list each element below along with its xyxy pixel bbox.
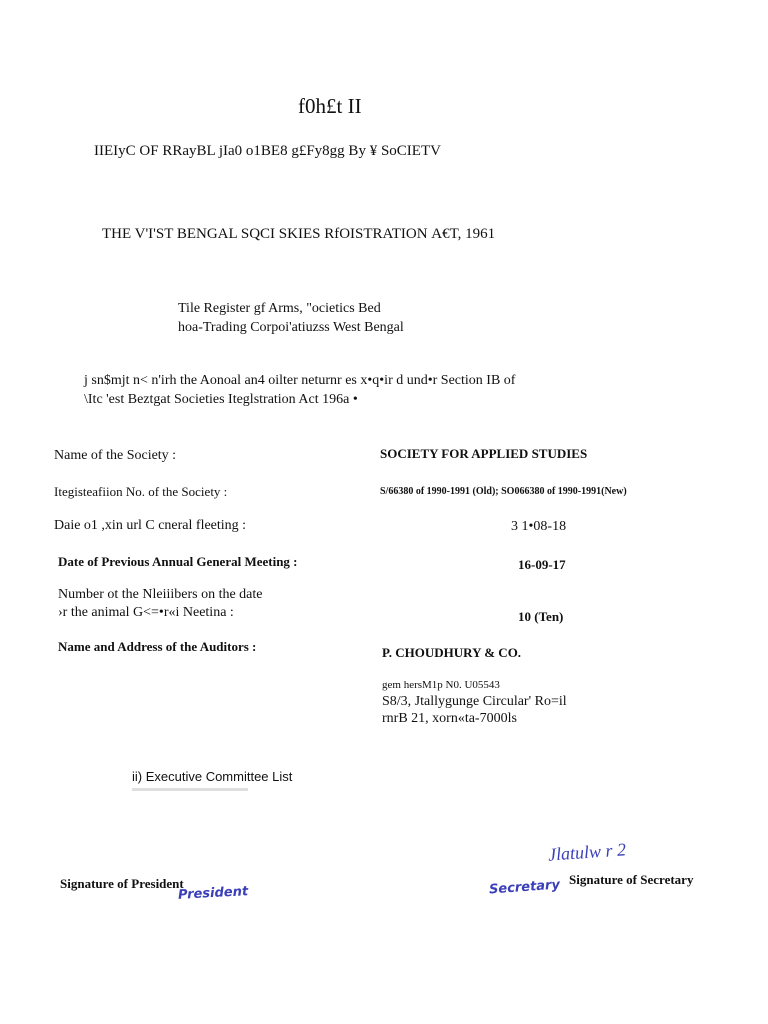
secretary-signature-scribble: Jlatulw r 2	[547, 839, 627, 865]
previous-meeting-value: 16-09-17	[518, 557, 566, 572]
form-subtitle: IIEIyC OF RRayBL jIa0 o1BE8 g£Fy8gg By ¥ SoCIETV	[94, 143, 441, 159]
intro-line-2: \Itc 'est Beztgat Societies Iteglstration Act 196a •	[84, 392, 358, 407]
secretary-signature-label: Signature of Secretary	[569, 872, 694, 887]
intro-line-1: j sn$mjt n< n'irh the Aonoal an4 oilter neturnr es x•q•ir d und•r Section IB of	[84, 373, 516, 388]
society-name-value: SOCIETY FOR APPLIED STUDIES	[380, 446, 588, 461]
members-label-line-2: ›r the animal G<=•r«i Neetina :	[58, 605, 234, 620]
auditor-address-line-1: S8/3, Jtallygunge Circular' Ro=il	[382, 694, 567, 709]
registration-label: Itegisteafiion No. of the Society :	[54, 484, 228, 499]
secretary-stamp: Secretary	[488, 877, 561, 898]
meeting-date-value: 3 1•08-18	[511, 519, 567, 534]
committee-list-label: ii) Executive Committee List	[132, 769, 293, 784]
faded-text-line	[132, 788, 248, 791]
president-signature-label: Signature of President	[60, 876, 184, 891]
members-value: 10 (Ten)	[518, 609, 564, 624]
recipient-line-2: hoa-Trading Corpoi'atiuzss West Bengal	[178, 320, 404, 335]
president-stamp: President	[177, 884, 249, 903]
auditors-label: Name and Address of the Auditors :	[58, 639, 257, 654]
page-title: f0h£t II	[298, 94, 362, 118]
auditor-address-line-2: rnrB 21, xorn«ta-7000ls	[382, 711, 517, 726]
members-label-line-1: Number ot the Nleiiibers on the date	[58, 587, 263, 602]
auditor-membership: gem hersM1p N0. U05543	[382, 679, 500, 691]
registration-value: S/66380 of 1990-1991 (Old); SO066380 of 1990-1991(New)	[380, 486, 627, 497]
act-heading: THE V'I'ST BENGAL SQCI SKIES RfOISTRATIOΝ A€T, 1961	[102, 226, 496, 242]
recipient-line-1: Tile Register gf Arms, "ocietics Bed	[178, 301, 381, 316]
auditor-name: P. CHOUDHURY & CO.	[382, 645, 522, 660]
meeting-date-label: Daie o1 ,xin url C cneral fleeting :	[54, 518, 247, 533]
society-name-label: Name of the Society :	[54, 448, 177, 463]
previous-meeting-label: Date of Previous Annual General Meeting :	[58, 554, 298, 569]
